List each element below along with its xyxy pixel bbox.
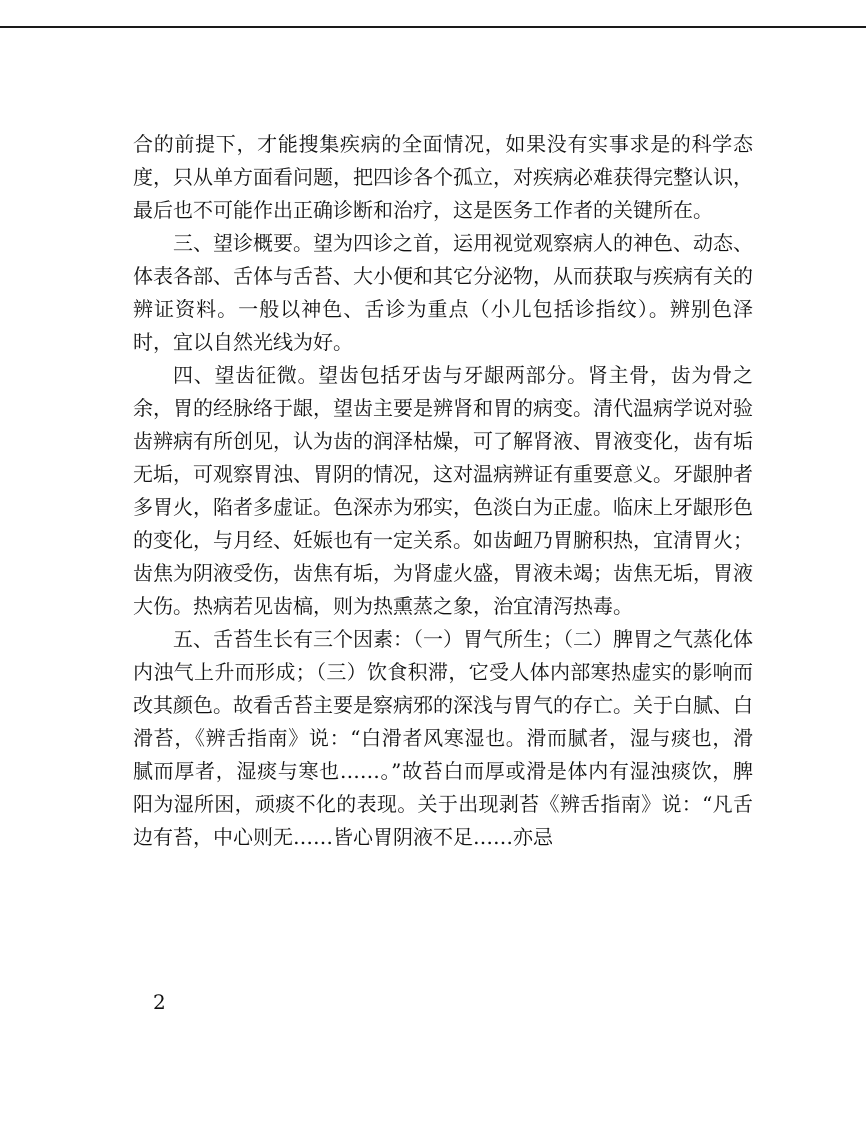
page-number: 2 bbox=[153, 990, 166, 1014]
body-text bbox=[133, 128, 753, 854]
paragraph-teeth-inspection: 四、望齿征微。望齿包括牙齿与牙龈两部分。肾主骨，齿为骨之余，胃的经脉络于龈，望齿主要是辨肾和胃的病变。清代温病学说对验齿辨病有所创见，认为齿的润泽枯燥，可了解肾液、胃液变化，齿有垢无垢，可观察胃浊、胃阴的情况，这对温病辨证有重要意义。牙龈肿者多胃火，陷者多虚证。色深赤为邪实，色淡白为正虚。临床上牙龈形色的变化，与月经、妊娠也有一定关系。如齿衄乃胃腑积热，宜清胃火；齿焦为阴液受伤，齿焦有垢，为肾虚火盛，胃液未竭；齿焦无垢，胃液大伤。热病若见齿槁，则为热熏蒸之象，治宜清泻热毒。 bbox=[133, 363, 753, 618]
paragraph-tongue-coating: 五、舌苔生长有三个因素：（一）胃气所生；（二）脾胃之气蒸化体内浊气上升而形成；（三）饮食积滞，它受人体内部寒热虚实的影响而改其颜色。故看舌苔主要是察病邪的深浅与胃气的存亡。关于白腻、白滑苔，《辨舌指南》说：“白滑者风寒湿也。滑而腻者，湿与痰也，滑腻而厚者，湿痰与寒也……。”故苔白而厚或滑是体内有湿浊痰饮，脾阳为湿所困，顽痰不化的表现。关于出现剥苔《辨舌指南》说：“凡舌边有苔，中心则无……皆心胃阴液不足……亦忌 bbox=[133, 627, 753, 849]
paragraph-continued: 合的前提下，才能搜集疾病的全面情况，如果没有实事求是的科学态度，只从单方面看问题，把四诊各个孤立，对疾病必难获得完整认识，最后也不可能作出正确诊断和治疗，这是医务工作者的关键所在。 bbox=[133, 132, 753, 222]
paragraph-inspection-overview: 三、望诊概要。望为四诊之首，运用视觉观察病人的神色、动态、体表各部、舌体与舌苔、大小便和其它分泌物，从而获取与疾病有关的辨证资料。一般以神色、舌诊为重点（小儿包括诊指纹）。辨别色泽时，宜以自然光线为好。 bbox=[133, 231, 753, 354]
header-rule bbox=[0, 26, 866, 28]
